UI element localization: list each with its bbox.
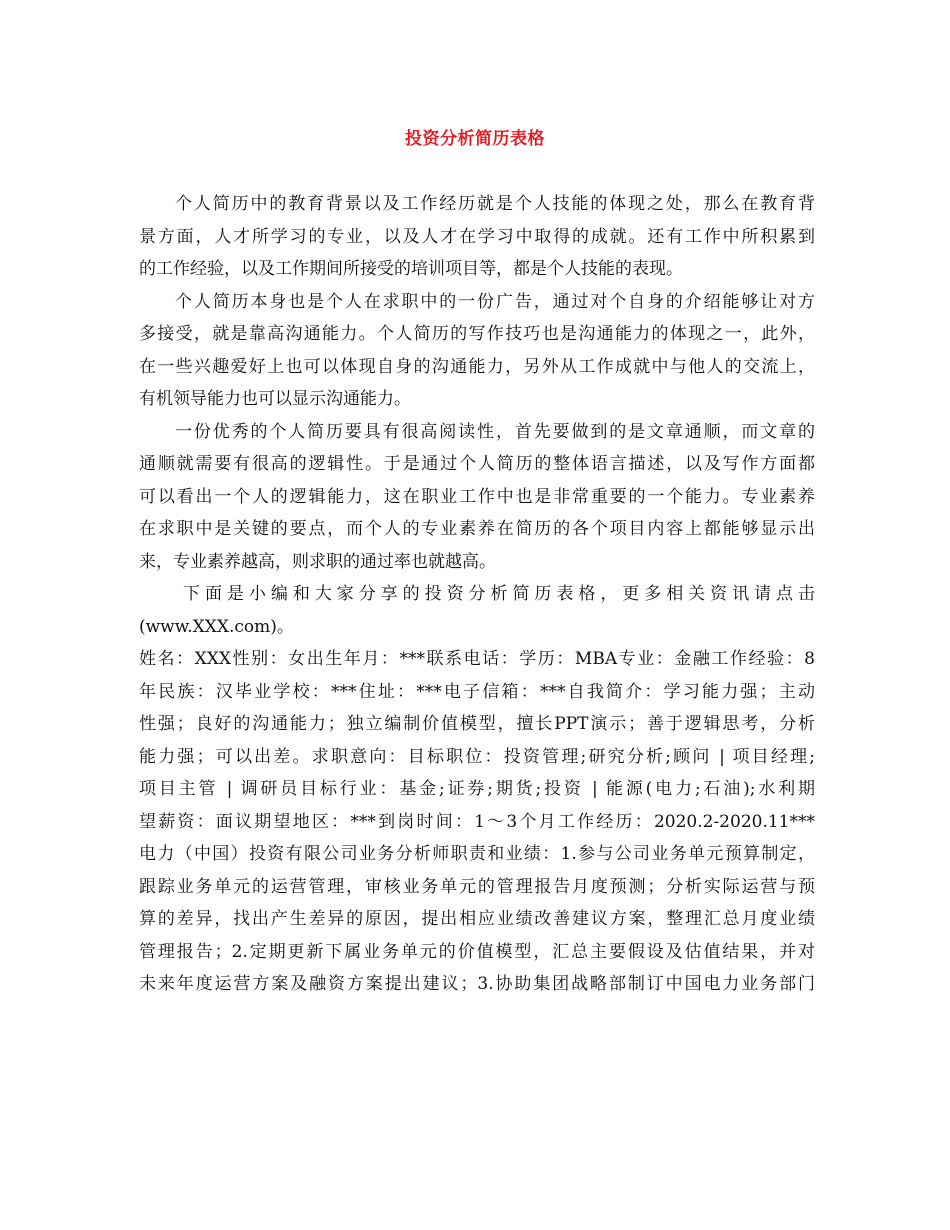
paragraph-line: 一份优秀的个人简历要具有很高阅读性，首先要做到的是文章通顺，而文章的 [175, 421, 815, 442]
document-title: 投资分析简历表格 [405, 129, 545, 149]
paragraph-line: 的工作经验，以及工作期间所接受的培训项目等，都是个人技能的表现。 [139, 259, 683, 279]
paragraph-line: 下面是小编和大家分享的投资分析简历表格，更多相关资讯请点击 [183, 584, 815, 604]
resume-line: 能力强；可以出差。求职意向：目标职位：投资管理;研究分析;顾问 | 项目经理; [139, 746, 815, 767]
resume-line: 跟踪业务单元的运营管理，审核业务单元的管理报告月度预测；分析实际运营与预 [139, 876, 815, 897]
resume-line: 算的差异，找出产生差异的原因，提出相应业绩改善建议方案，整理汇总月度业绩 [139, 909, 815, 929]
paragraph-line: 在一些兴趣爱好上也可以体现自身的沟通能力，另外从工作成就中与他人的交流上， [139, 356, 815, 377]
paragraph-line: 来，专业素养越高，则求职的通过率也就越高。 [139, 551, 496, 572]
link-text-line: (www.XXX.com)。 [139, 616, 294, 637]
resume-line: 电力（中国）投资有限公司业务分析师职责和业绩：1.参与公司业务单元预算制定， [139, 844, 815, 864]
paragraph-line: 个人简历中的教育背景以及工作经历就是个人技能的体现之处，那么在教育背 [175, 194, 815, 214]
paragraph-line: 多接受，就是靠高沟通能力。个人简历的写作技巧也是沟通能力的体现之一，此外， [139, 324, 815, 344]
paragraph-line: 个人简历本身也是个人在求职中的一份广告，通过对个自身的介绍能够让对方 [175, 291, 815, 312]
resume-line: 望薪资：面议期望地区：***到岗时间：1～3个月工作经历：2020.2-2020.11*** [139, 811, 815, 832]
resume-line: 年民族：汉毕业学校：***住址：***电子信箱：***自我简介：学习能力强；主动 [139, 681, 815, 702]
resume-line: 性强；良好的沟通能力；独立编制价值模型，擅长PPT演示；善于逻辑思考，分析 [139, 714, 815, 734]
resume-line: 项目主管 | 调研员目标行业：基金;证券;期货;投资 | 能源(电力;石油);水利期 [139, 779, 815, 799]
resume-line: 姓名：XXX性别：女出生年月：***联系电话：学历：MBA专业：金融工作经验：8 [139, 649, 815, 669]
paragraph-line: 通顺就需要有很高的逻辑性。于是通过个人简历的整体语言描述，以及写作方面都 [139, 454, 815, 474]
resume-line: 未来年度运营方案及融资方案提出建议；3.协助集团战略部制订中国电力业务部门 [139, 974, 815, 994]
paragraph-line: 在求职中是关键的要点，而个人的专业素养在简历的各个项目内容上都能够显示出 [139, 519, 815, 539]
paragraph-line: 可以看出一个人的逻辑能力，这在职业工作中也是非常重要的一个能力。专业素养 [139, 486, 815, 507]
paragraph-line: 有机领导能力也可以显示沟通能力。 [139, 389, 411, 409]
paragraph-line: 景方面，人才所学习的专业，以及人才在学习中取得的成就。还有工作中所积累到 [139, 226, 815, 247]
resume-line: 管理报告；2.定期更新下属业务单元的价值模型，汇总主要假设及估值结果，并对 [139, 941, 815, 962]
document-body [139, 188, 815, 1001]
